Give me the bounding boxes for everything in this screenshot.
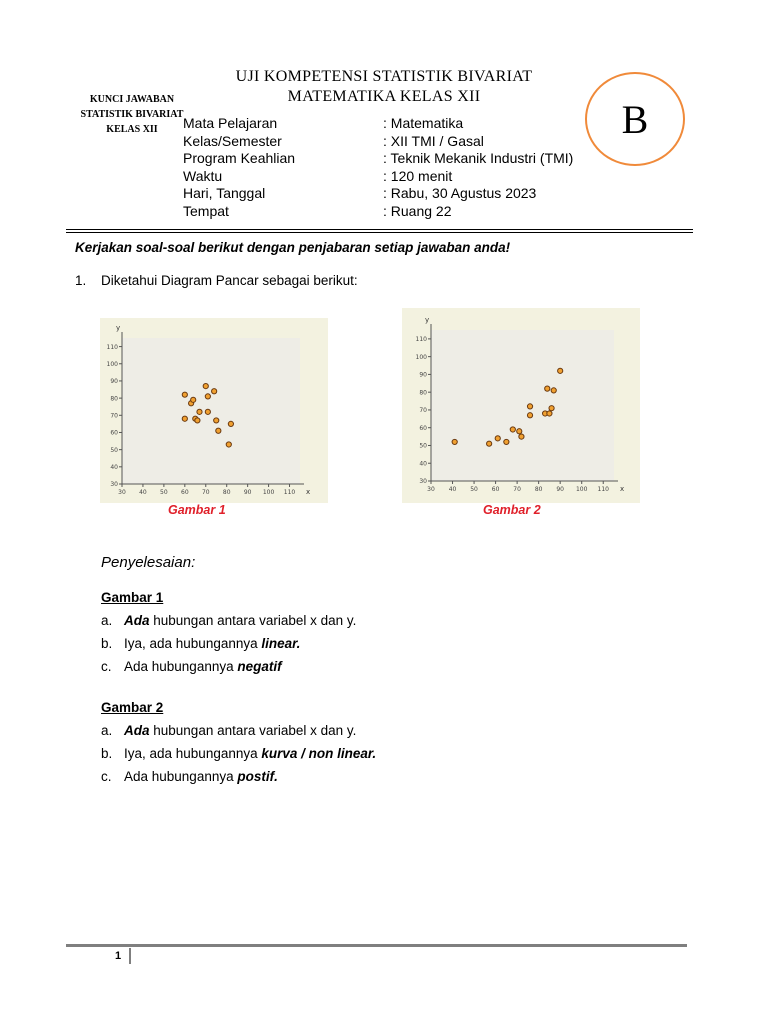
info-label-time: Waktu xyxy=(183,167,223,184)
gambar-1-answer-a xyxy=(101,613,356,628)
data-point xyxy=(212,389,217,394)
info-label-subject: Mata Pelajaran xyxy=(183,115,278,131)
page-number: 1 xyxy=(115,950,122,962)
answer-letter: b. xyxy=(101,746,113,761)
info-value-class: : XII TMI / Gasal xyxy=(383,132,484,149)
scatter-chart-2-frame xyxy=(402,308,640,503)
y-tick-label: 50 xyxy=(419,442,427,450)
gambar-2-answer-a xyxy=(101,723,356,738)
answer-pre: Iya, ada hubungannya xyxy=(124,636,262,651)
header-divider-bottom xyxy=(66,232,693,233)
data-point xyxy=(527,404,532,409)
answer-letter: c. xyxy=(101,659,112,674)
answer-emphasis: Ada xyxy=(124,613,150,628)
x-axis-label: x xyxy=(620,485,625,493)
x-tick-label: 30 xyxy=(427,486,435,493)
question-1-text: Diketahui Diagram Pancar sebagai berikut: xyxy=(101,273,358,288)
x-tick-label: 60 xyxy=(181,489,189,496)
answer-emphasis: linear. xyxy=(261,636,301,651)
scatter-chart-2 xyxy=(402,308,640,503)
data-point xyxy=(527,413,532,418)
gambar-1-answer-c xyxy=(101,659,282,674)
gambar-2-heading: Gambar 2 xyxy=(101,700,164,715)
data-point xyxy=(549,406,554,411)
answer-emphasis: kurva / non linear. xyxy=(261,746,377,761)
data-point xyxy=(203,383,208,388)
x-tick-label: 100 xyxy=(575,486,588,493)
document-title-line1: UJI KOMPETENSI STATISTIK BIVARIAT xyxy=(235,68,533,85)
info-value-place: : Ruang 22 xyxy=(383,202,452,219)
x-tick-label: 80 xyxy=(222,489,231,496)
document-title-line2: MATEMATIKA KELAS XII xyxy=(287,88,481,105)
info-values xyxy=(383,115,573,221)
info-labels xyxy=(183,115,295,221)
header-divider-top xyxy=(66,229,693,230)
data-point xyxy=(551,388,556,393)
y-tick-label: 110 xyxy=(415,336,427,344)
answer-key-line1: KUNCI JAWABAN xyxy=(89,94,175,105)
y-tick-label: 100 xyxy=(106,360,118,368)
x-tick-label: 70 xyxy=(513,486,521,493)
info-value-program: : Teknik Mekanik Industri (TMI) xyxy=(383,150,574,167)
answer-post: hubungan antara variabel x dan y. xyxy=(149,613,357,628)
data-point xyxy=(182,392,187,397)
x-tick-label: 90 xyxy=(243,489,252,496)
y-tick-label: 110 xyxy=(106,343,118,351)
solution-heading: Penyelesaian: xyxy=(101,554,196,571)
data-point xyxy=(195,418,200,423)
x-tick-label: 40 xyxy=(448,486,457,493)
y-tick-label: 80 xyxy=(419,389,427,397)
data-point xyxy=(519,434,524,439)
answer-letter: b. xyxy=(101,636,113,651)
data-point xyxy=(517,429,522,434)
y-axis-label: y xyxy=(425,316,430,324)
y-tick-label: 90 xyxy=(110,378,118,386)
data-point xyxy=(226,442,231,447)
answer-emphasis: postif. xyxy=(237,769,278,784)
x-tick-label: 110 xyxy=(283,489,296,496)
y-tick-label: 60 xyxy=(110,429,118,437)
y-tick-label: 100 xyxy=(415,353,427,361)
answer-key-label xyxy=(62,92,202,137)
chart-1-caption: Gambar 1 xyxy=(168,503,226,517)
gambar-2-answer-b xyxy=(101,746,376,761)
info-label-program: Program Keahlian xyxy=(183,150,296,167)
answer-letter: c. xyxy=(101,769,112,784)
y-tick-label: 70 xyxy=(419,407,427,415)
question-1-number: 1. xyxy=(75,273,87,288)
x-tick-label: 110 xyxy=(597,486,609,493)
instruction-text: Kerjakan soal-soal berikut dengan penjabaran setiap jawaban anda! xyxy=(75,240,511,255)
y-tick-label: 40 xyxy=(110,464,118,472)
x-tick-label: 80 xyxy=(534,486,543,493)
y-tick-label: 80 xyxy=(110,395,118,403)
version-letter: B xyxy=(621,96,649,142)
data-point xyxy=(214,418,219,423)
data-point xyxy=(191,397,196,402)
x-tick-label: 70 xyxy=(201,489,210,496)
info-value-date: : Rabu, 30 Agustus 2023 xyxy=(383,185,537,202)
x-tick-label: 30 xyxy=(118,489,126,496)
plot-area xyxy=(431,330,614,481)
y-tick-label: 60 xyxy=(419,424,427,432)
footer-divider xyxy=(66,944,687,947)
question-1 xyxy=(75,273,358,288)
answer-key-line2: STATISTIK BIVARIAT xyxy=(80,109,184,120)
answer-emphasis: negatif xyxy=(237,659,282,674)
answer-letter: a. xyxy=(101,613,113,628)
gambar-2-answer-c xyxy=(101,769,278,784)
scatter-chart-1 xyxy=(100,318,328,503)
info-value-subject: : Matematika xyxy=(383,115,464,131)
data-point xyxy=(545,386,550,391)
y-tick-label: 50 xyxy=(110,446,118,454)
data-point xyxy=(205,409,210,414)
x-tick-label: 100 xyxy=(262,489,275,496)
y-tick-label: 90 xyxy=(419,371,427,379)
info-label-date: Hari, Tanggal xyxy=(183,185,266,202)
answer-emphasis: Ada xyxy=(124,723,150,738)
data-point xyxy=(510,427,515,432)
y-tick-label: 30 xyxy=(419,478,427,486)
data-point xyxy=(216,428,221,433)
info-label-class: Kelas/Semester xyxy=(183,132,282,149)
info-value-time: : 120 menit xyxy=(383,167,453,184)
data-point xyxy=(228,421,233,426)
y-tick-label: 30 xyxy=(110,481,118,489)
x-tick-label: 50 xyxy=(160,489,168,496)
answer-pre: Ada hubungannya xyxy=(124,659,238,674)
data-point xyxy=(495,436,500,441)
page-number-separator xyxy=(129,948,131,964)
y-axis-label: y xyxy=(116,324,121,332)
data-point xyxy=(452,439,457,444)
x-tick-label: 50 xyxy=(470,486,478,493)
answer-pre: Ada hubungannya xyxy=(124,769,238,784)
gambar-1-heading: Gambar 1 xyxy=(101,590,164,605)
scatter-chart-1-frame xyxy=(100,318,328,503)
gambar-1-answer-b xyxy=(101,636,300,651)
answer-post: hubungan antara variabel x dan y. xyxy=(149,723,357,738)
answer-letter: a. xyxy=(101,723,113,738)
data-point xyxy=(197,409,202,414)
y-tick-label: 40 xyxy=(419,460,427,468)
data-point xyxy=(547,411,552,416)
x-tick-label: 60 xyxy=(491,486,500,493)
data-point xyxy=(558,368,563,373)
x-tick-label: 90 xyxy=(556,486,564,493)
version-badge xyxy=(585,72,685,166)
answer-key-line3: KELAS XII xyxy=(106,124,158,135)
info-label-place: Tempat xyxy=(183,202,229,219)
x-tick-label: 40 xyxy=(139,489,147,496)
data-point xyxy=(182,416,187,421)
answer-pre: Iya, ada hubungannya xyxy=(124,746,262,761)
y-tick-label: 70 xyxy=(110,412,118,420)
chart-2-caption: Gambar 2 xyxy=(483,503,541,517)
data-point xyxy=(205,394,210,399)
x-axis-label: x xyxy=(306,488,311,496)
plot-area xyxy=(122,338,300,484)
data-point xyxy=(504,439,509,444)
data-point xyxy=(487,441,492,446)
